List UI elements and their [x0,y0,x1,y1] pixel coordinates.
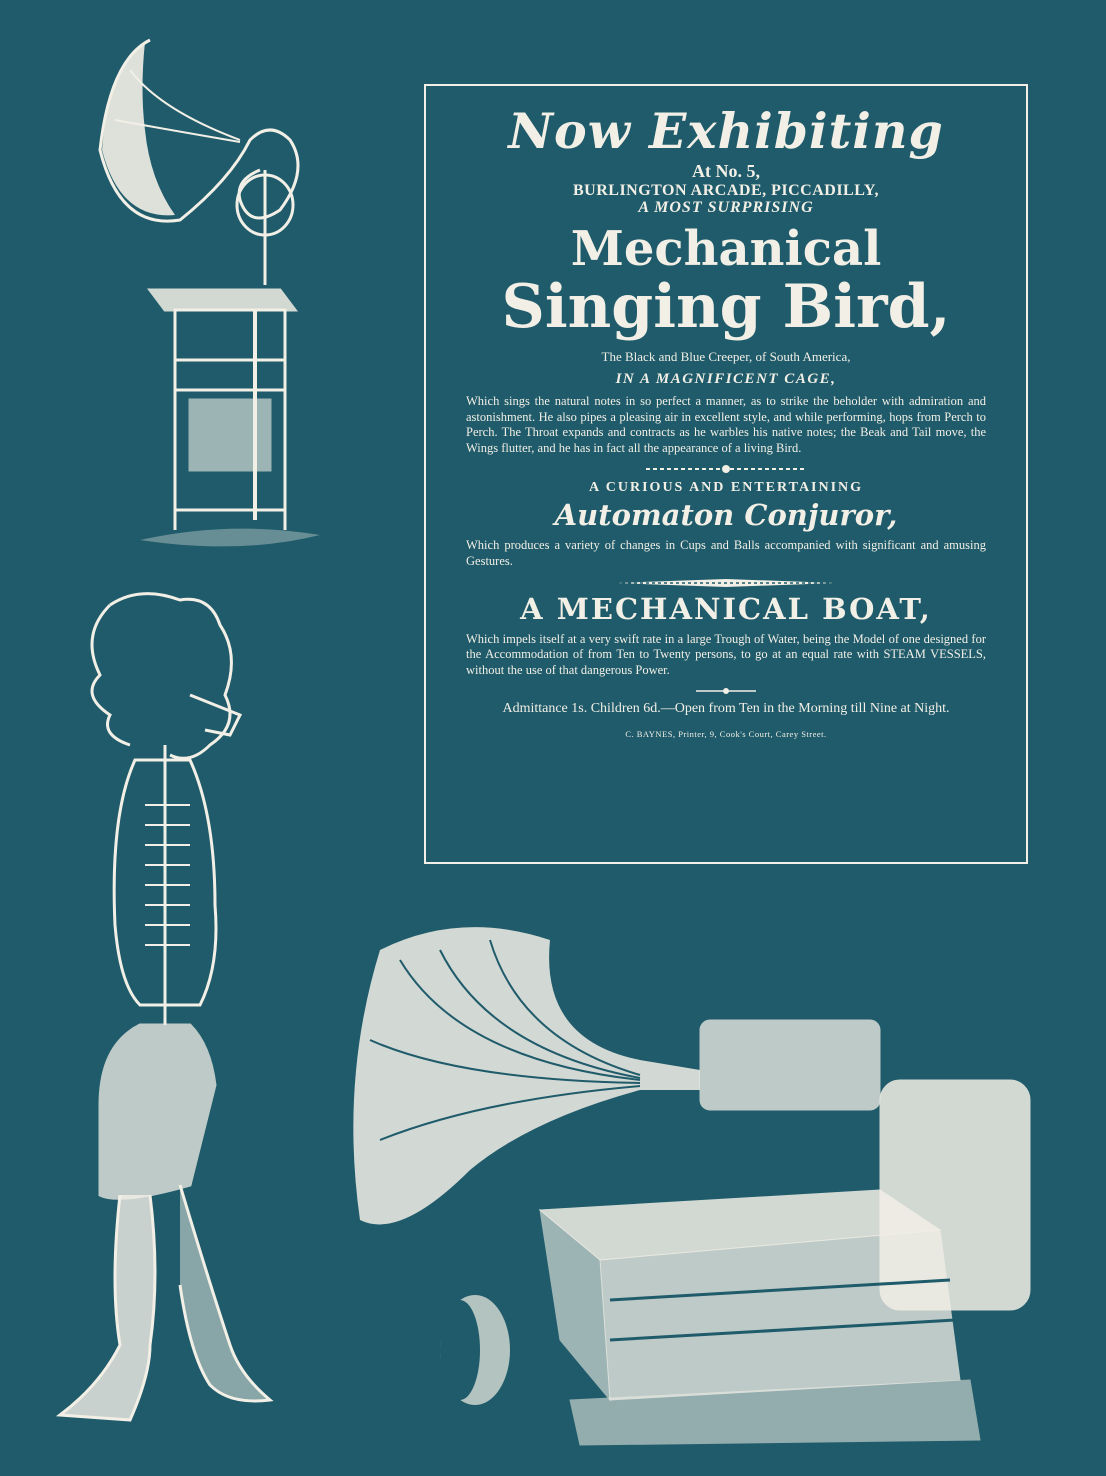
poster-cage: IN A MAGNIFICENT CAGE, [615,370,837,387]
poster-bird-description: Which sings the natural notes in so perfect a manner, as to strike the beholder with admiration and astonishment. He also pipes a pleasing air in excellent style, and while performing, hops from Perch to Perch. The Throat expands and contracts as he warbles his native notes; the Beak and Tail move, the Wings flutter, and he has in fact all the appearance of a living Bird. [466,393,986,455]
exhibition-poster [424,84,1028,864]
poster-printer: C. BAYNES, Printer, 9, Cook's Court, Carey Street. [625,728,827,739]
poster-admittance: Admittance 1s. Children 6d.—Open from Ten in the Morning till Nine at Night. [502,700,950,716]
poster-conjuror: Automaton Conjuror, [554,498,898,533]
poster-conjuror-description: Which produces a variety of changes in Cups and Balls accompanied with significant and amusing Gestures. [466,538,986,569]
poster-surprising: A MOST SURPRISING [638,199,814,217]
gramophone-cabinet-illustration [90,30,350,560]
ornamental-divider [696,687,756,695]
poster-at-number: At No. 5, [692,161,760,181]
poster-singing-bird: Singing Bird, [501,271,951,342]
ornamental-divider [616,578,836,588]
poster-address: BURLINGTON ARCADE, PICCADILLY, [572,181,880,199]
poster-bird-subtitle: The Black and Blue Creeper, of South America, [601,348,851,364]
poster-title: Now Exhibiting [508,102,944,160]
poster-boat: A MECHANICAL BOAT, [520,591,932,626]
ornamental-divider [646,464,806,474]
automaton-flute-player-illustration [40,585,300,1440]
poster-curious: A CURIOUS AND ENTERTAINING [588,480,864,496]
phonograph-illustration [340,920,1040,1450]
poster-mechanical: Mechanical [570,220,882,277]
poster-boat-description: Which impels itself at a very swift rate in a large Trough of Water, being the Model of one designed for the Accommodation of from Ten to Twenty persons, to go at an equal rate with STEAM VESSELS, without the use of that dangerous Power. [466,631,986,677]
